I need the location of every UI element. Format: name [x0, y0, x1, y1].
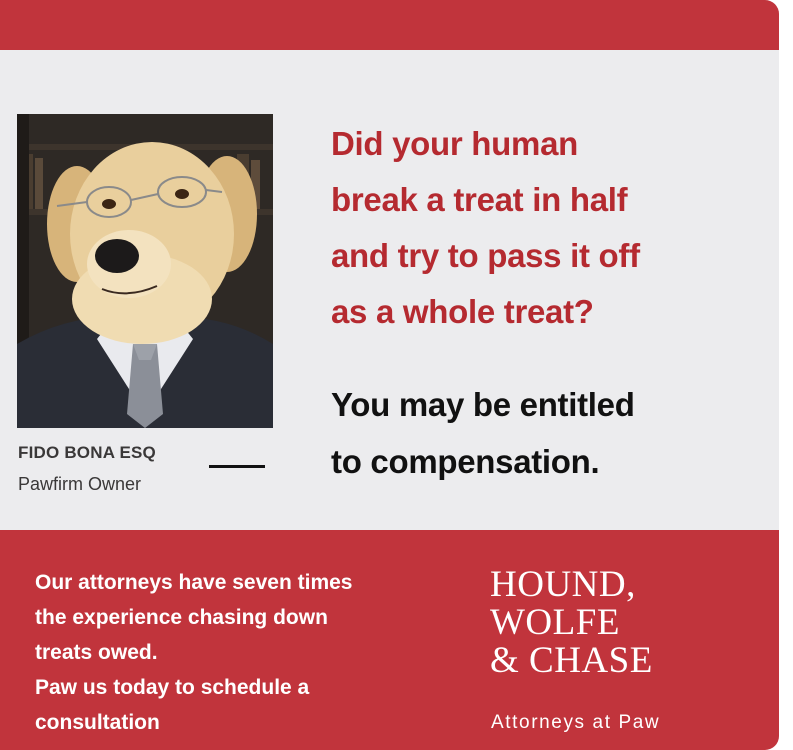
firm-name-line: HOUND,: [490, 564, 636, 605]
signature-line: [209, 465, 265, 468]
headline: [331, 116, 751, 340]
lawyer-name: FIDO BONA ESQ: [18, 443, 156, 462]
body-line: Paw us today to schedule a: [35, 676, 310, 699]
body-line: treats owed.: [35, 641, 158, 664]
body-line: consultation: [35, 711, 160, 734]
body-line: the experience chasing down: [35, 606, 328, 629]
headline-line: break a treat in half: [331, 181, 628, 218]
headline-line: and try to pass it off: [331, 237, 640, 274]
headline-line: as a whole treat?: [331, 293, 594, 330]
body-line: Our attorneys have seven times: [35, 571, 353, 594]
subheadline-line: You may be entitled: [331, 386, 635, 423]
subheadline-line: to compensation.: [331, 443, 600, 480]
lawyer-title: Pawfirm Owner: [18, 474, 142, 494]
dog-lawyer-photo: [17, 114, 273, 428]
firm-name-line: WOLFE: [490, 602, 620, 643]
body-copy: [35, 565, 455, 740]
firm-tagline: Attorneys at Paw: [491, 712, 661, 733]
firm-logo: [490, 566, 750, 680]
firm-name-line: & CHASE: [490, 640, 653, 681]
headline-line: Did your human: [331, 125, 578, 162]
subheadline: [331, 376, 751, 490]
top-banner: [0, 0, 779, 50]
